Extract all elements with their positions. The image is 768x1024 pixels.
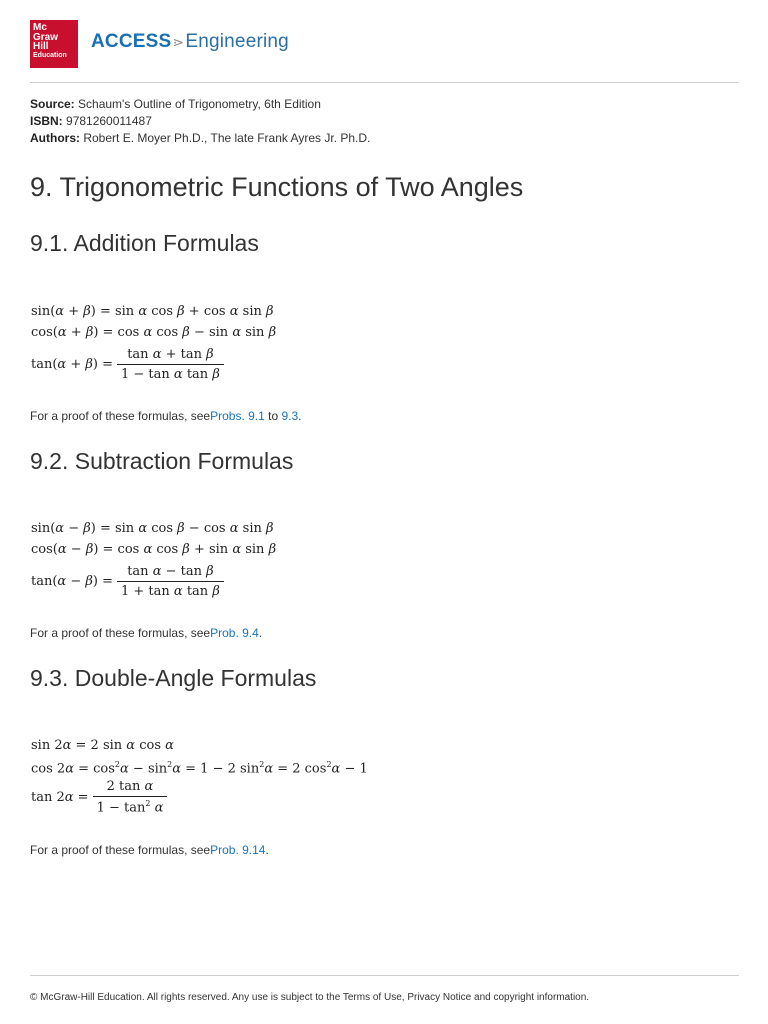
formula-sin-double: sin 2α = 2 sin α cos α [31, 738, 174, 753]
note-text: For a proof of these formulas, see [30, 626, 211, 640]
proof-note-subtraction [30, 626, 262, 640]
source-value: Schaum's Outline of Trigonometry, 6th Edition [78, 97, 321, 111]
isbn-value: 9781260011487 [66, 114, 152, 128]
header [30, 20, 740, 68]
brand-dots-icon: ⋗ [172, 34, 185, 50]
header-divider [30, 82, 739, 83]
section-heading-double-angle: 9.3. Double-Angle Formulas [30, 665, 317, 691]
formula-sin-sum: sin(α + β) = sin α cos β + cos α sin β [31, 304, 274, 319]
formula-tan-sum: tan(α + β) = $\frac{\text{tan α + tan β}}{\text{1 − tan α tan β}}$ [31, 347, 224, 382]
page-title: 9. Trigonometric Functions of Two Angles [30, 172, 524, 202]
note-suffix: . [258, 626, 263, 640]
source-metadata [30, 96, 370, 147]
footer-divider [30, 975, 739, 976]
source-label: Source: [30, 97, 75, 111]
formula-cos-sum: cos(α + β) = cos α cos β − sin α sin β [31, 325, 277, 340]
link-9-3[interactable]: 9.3 [281, 409, 299, 423]
link-probs-9-1[interactable]: Probs. 9.1 [210, 409, 265, 423]
note-text: For a proof of these formulas, see [30, 409, 211, 423]
logo-line: Graw [33, 31, 59, 43]
proof-note-double-angle [30, 843, 269, 857]
copyright-footer: © McGraw-Hill Education. All rights reserved. Any use is subject to the Terms of Use, Privacy Notice and copyright information. [30, 992, 590, 1003]
note-text: For a proof of these formulas, see [30, 843, 211, 857]
authors-label: Authors: [30, 131, 80, 145]
link-prob-9-14[interactable]: Prob. 9.14 [210, 843, 266, 857]
brand-engineering: Engineering [185, 31, 289, 52]
formula-cos-diff: cos(α − β) = cos α cos β + sin α sin β [31, 542, 277, 557]
logo-line: Mc [33, 22, 47, 33]
section-heading-addition: 9.1. Addition Formulas [30, 230, 259, 256]
link-separator: to [264, 409, 282, 423]
isbn-label: ISBN: [30, 114, 63, 128]
link-prob-9-4[interactable]: Prob. 9.4 [210, 626, 259, 640]
proof-note-addition [30, 409, 302, 423]
note-suffix: . [265, 843, 269, 857]
logo-line: Education [33, 51, 67, 59]
authors-value: Robert E. Moyer Ph.D., The late Frank Ayres Jr. Ph.D. [83, 131, 371, 145]
mcgraw-hill-logo[interactable] [30, 20, 78, 68]
formula-tan-double: tan 2α = $\frac{\text{2 tan α}}{1 - \tan^2 \alpha}$ [31, 779, 167, 815]
brand-access: ACCESS [91, 31, 172, 52]
logo-line: Hill [33, 41, 49, 52]
formula-tan-diff: tan(α − β) = $\frac{\text{tan α − tan β}}{\text{1 + tan α tan β}}$ [31, 564, 224, 599]
access-engineering-logo[interactable] [91, 31, 289, 53]
formula-sin-diff: sin(α − β) = sin α cos β − cos α sin β [31, 521, 274, 536]
note-suffix: . [298, 409, 302, 423]
formula-cos-double: $\cos 2\alpha = \cos^2\alpha - \sin^2\alpha = 1 - 2$ $\sin^2\alpha = 2$ $\cos^2\alpha - 1$ [31, 760, 368, 777]
section-heading-subtraction: 9.2. Subtraction Formulas [30, 448, 294, 474]
